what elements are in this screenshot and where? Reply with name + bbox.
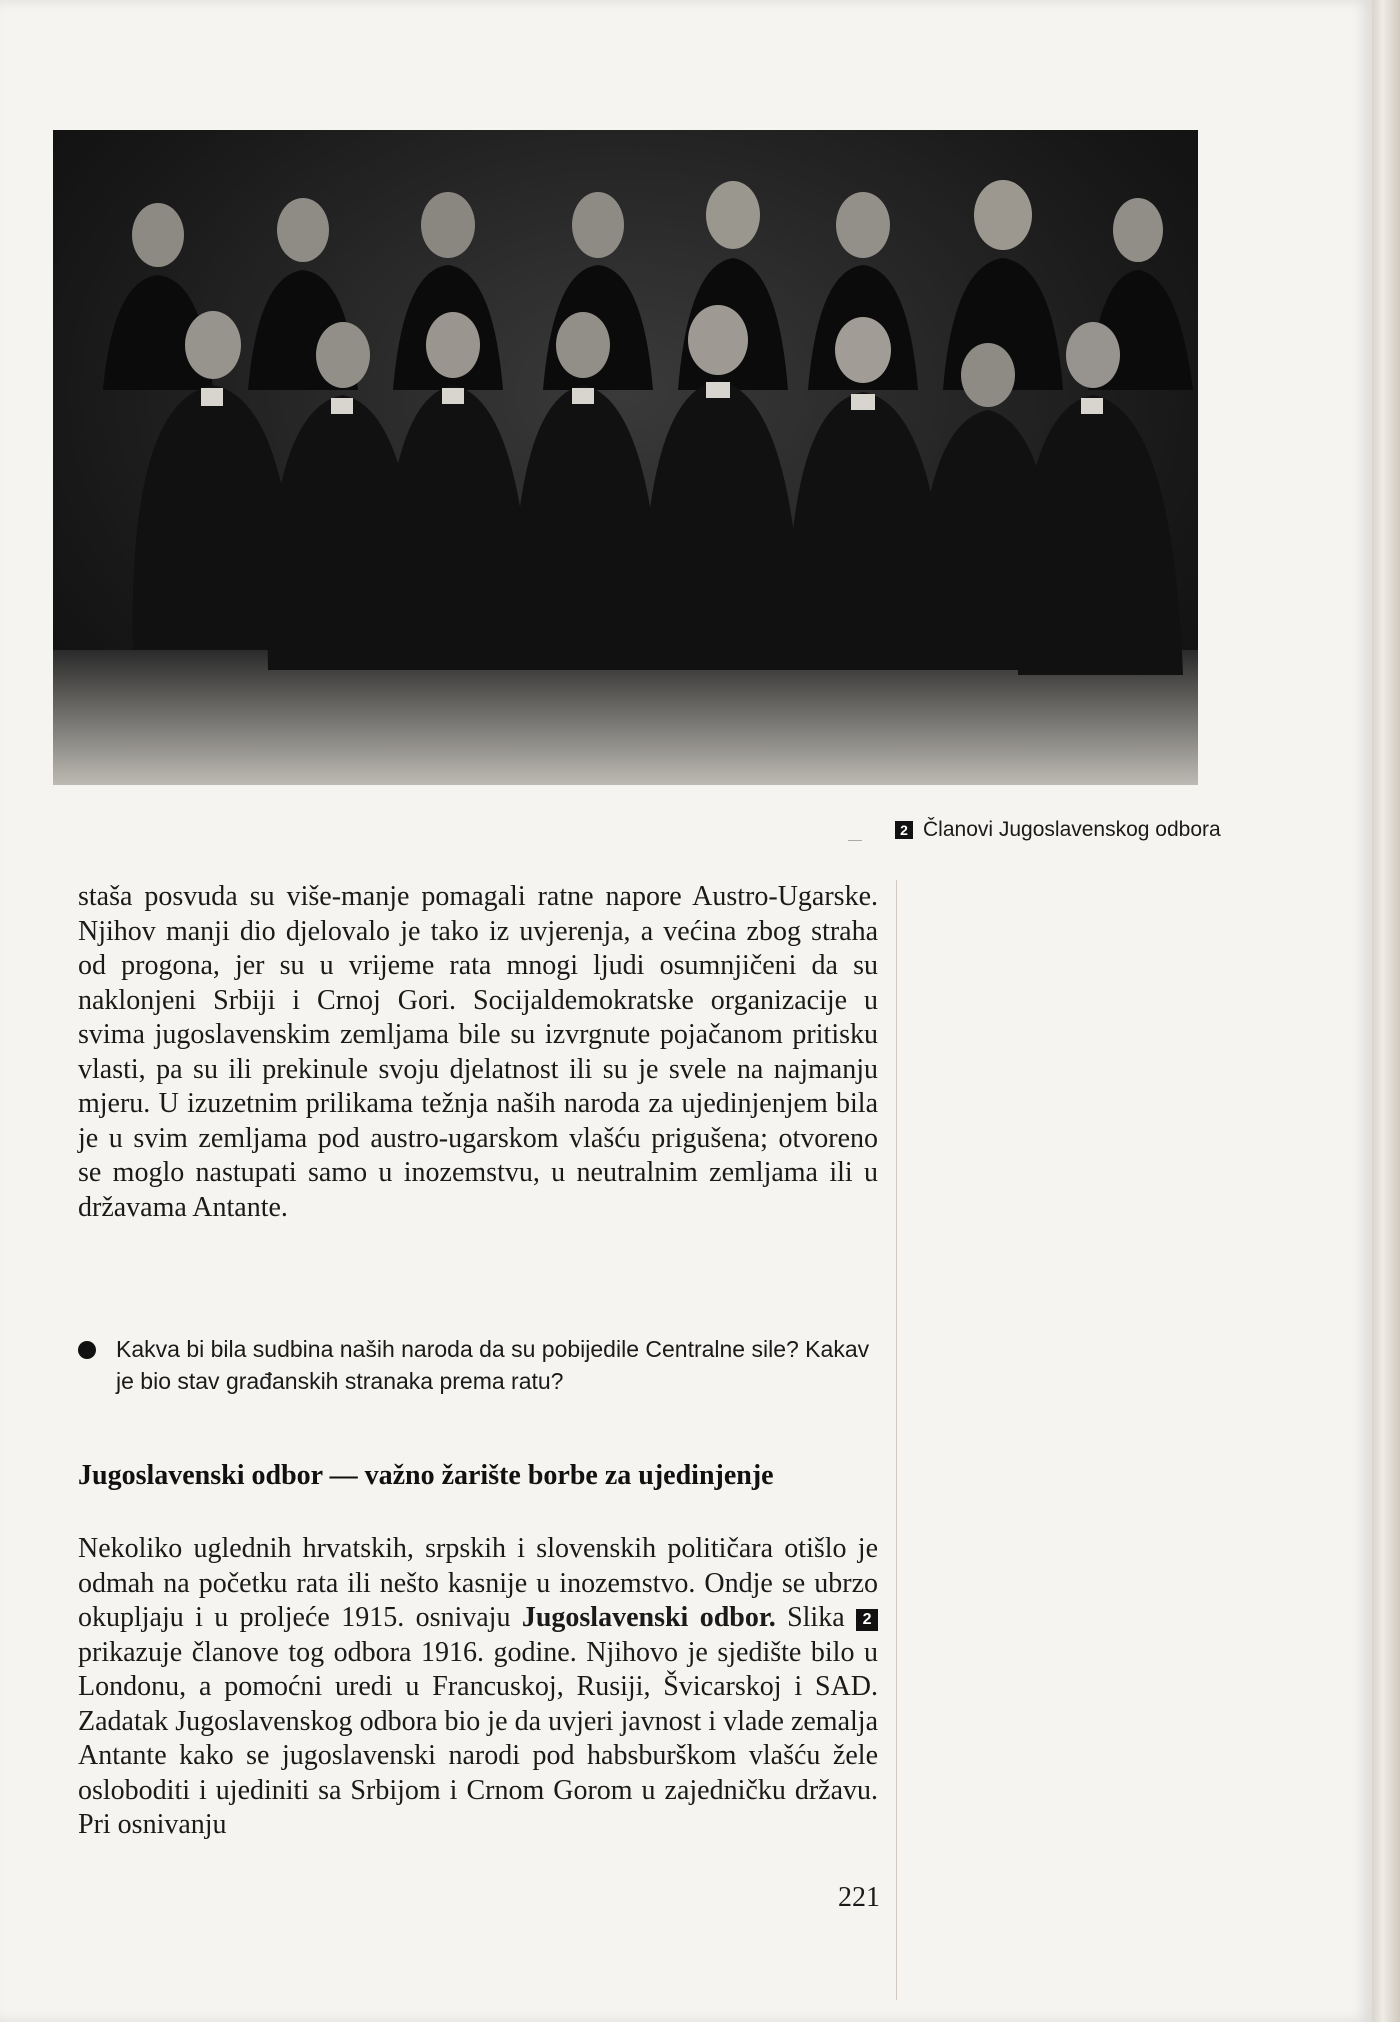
column-divider	[896, 880, 897, 2000]
figure-caption	[895, 818, 1221, 842]
photo-illustration	[53, 130, 1198, 785]
p2-bold-term: Jugoslavenski odbor.	[521, 1602, 776, 1633]
question-text: Kakva bi bila sudbina naših naroda da su pobijedile Centralne sile? Kakav je bio stav građanskih stranaka prema ratu?	[116, 1336, 870, 1394]
paragraph-2-text	[78, 1532, 878, 1843]
inline-figure-badge: 2	[856, 1609, 878, 1631]
paragraph-1	[78, 880, 878, 1225]
page-number: 221	[838, 1882, 880, 1913]
caption-tick	[848, 840, 862, 841]
p2-part2: Slika	[775, 1602, 857, 1633]
paragraph-2	[78, 1532, 878, 1843]
caption-text: Članovi Jugoslavenskog odbora	[923, 818, 1221, 841]
paragraph-1-text: staša posvuda su više-manje pomagali ratne napore Austro-Ugarske. Njihov manji dio djelovalo je tako iz uvjerenja, a većina zbog straha od progona, jer su u vrijeme rata mnogi ljudi osumnjičeni da su naklonjeni Srbiji i Crnoj Gori. Socijaldemokratske organizacije u svima jugoslavenskim zemljama bile su izvrgnute pojačanom pritisku vlasti, pa su ili prekinule svoju djelatnost ili su je svele na najmanju mjeru. U izuzetnim prilikama težnja naših naroda za ujedinjenjem bila je u svim zemljama pod austro-ugarskom vlašću prigušena; otvoreno se moglo nastupati samo u inozemstvu, u neutralnim zemljama ili u državama Antante.	[78, 881, 878, 1223]
figure-number-badge: 2	[895, 821, 913, 839]
group-photo	[53, 130, 1198, 785]
p2-part1: Nekoliko uglednih hrvatskih, srpskih i slovenskih političara otišlo je odmah na početku rata ili nešto kasnije u inozemstvo. Ondje se ubrzo okupljaju i u proljeće 1915. osnivaju	[78, 1533, 878, 1633]
p2-part3: prikazuje članove tog odbora 1916. godine. Njihovo je sjedište bilo u Londonu, a pomoćni uredi u Francuskoj, Rusiji, Švicarskoj i SAD. Zadatak Jugoslavenskog odbora bio je da uvjeri javnost i vlade zemalja Antante kako se jugoslavenski narodi pod habsburškom vlašću žele osloboditi i ujediniti sa Srbijom i Crnom Gorom u zajedničku državu. Pri osnivanju	[78, 1636, 878, 1840]
page-edge	[1372, 0, 1400, 2022]
discussion-question	[78, 1333, 878, 1397]
bullet-icon	[78, 1341, 96, 1359]
section-heading: Jugoslavenski odbor — važno žarište borbe za ujedinjenje	[78, 1460, 774, 1491]
